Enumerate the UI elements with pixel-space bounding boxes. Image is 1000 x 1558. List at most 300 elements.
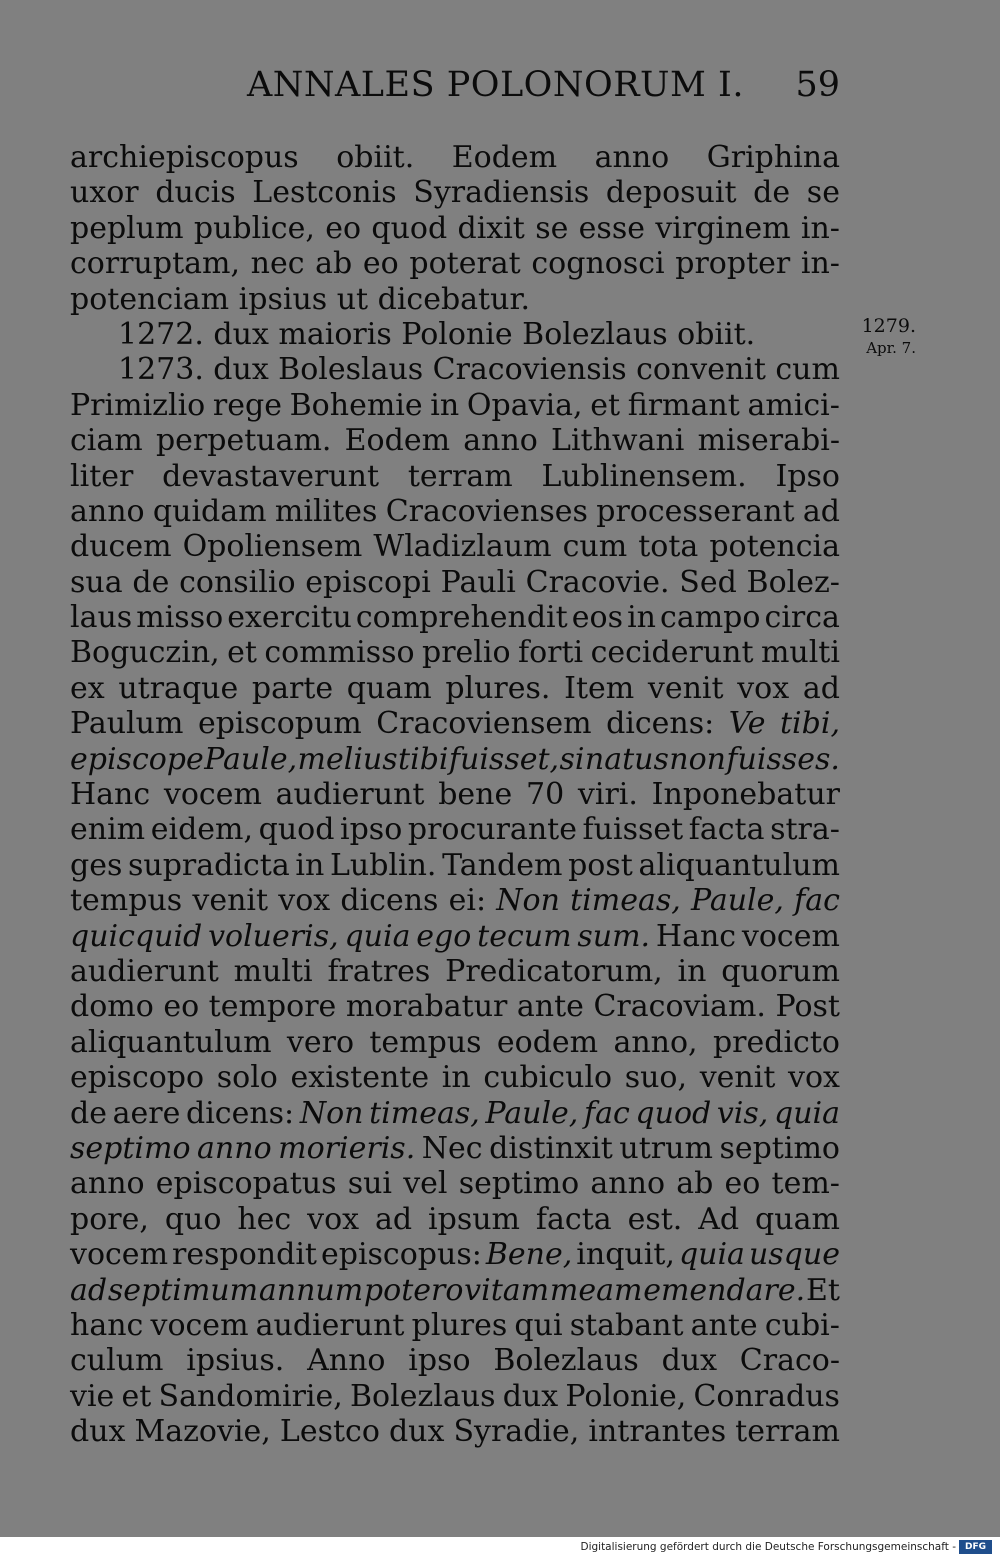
text-line bbox=[70, 423, 840, 458]
word: Sandomirie, bbox=[158, 1378, 343, 1414]
word: nec bbox=[250, 246, 305, 282]
word: multi bbox=[760, 635, 840, 671]
running-title: ANNALES POLONORUM I. bbox=[247, 65, 744, 105]
word: aliquantulum bbox=[70, 1024, 272, 1060]
word: anno bbox=[590, 1166, 666, 1202]
word: quia bbox=[344, 918, 411, 954]
word: miserabi- bbox=[697, 423, 840, 459]
word: convenit bbox=[636, 352, 766, 388]
word: anno bbox=[70, 1166, 145, 1202]
word: solo bbox=[216, 1060, 278, 1096]
word: 70 bbox=[525, 777, 565, 813]
word: fuisset bbox=[582, 812, 684, 848]
word: anno, bbox=[613, 1024, 698, 1060]
word: peplum bbox=[70, 210, 184, 246]
word: vie bbox=[70, 1378, 115, 1414]
word: parte bbox=[251, 670, 334, 706]
word: anno bbox=[594, 140, 670, 175]
text-line bbox=[70, 1202, 840, 1237]
word: hanc bbox=[70, 1307, 144, 1343]
word: vox bbox=[788, 1060, 840, 1096]
word: vitam bbox=[464, 1272, 550, 1308]
word: 1273. bbox=[118, 352, 204, 388]
word: poterat bbox=[409, 246, 521, 282]
word: consilio bbox=[179, 564, 296, 600]
word: Eodem bbox=[451, 140, 558, 175]
word: utraque bbox=[118, 670, 239, 706]
text-line bbox=[70, 211, 840, 246]
word: eo bbox=[325, 210, 362, 246]
word: laus bbox=[70, 600, 133, 636]
word: supradicta bbox=[128, 847, 290, 883]
word: Predicatorum, bbox=[445, 953, 663, 989]
word: milites bbox=[274, 493, 378, 529]
word: ducem bbox=[70, 529, 172, 565]
word: est. bbox=[627, 1201, 683, 1237]
word: Primizlio bbox=[70, 387, 206, 423]
text-line bbox=[70, 175, 840, 210]
word: commisso bbox=[264, 635, 415, 671]
word: suo, bbox=[624, 1060, 688, 1096]
word: tota bbox=[638, 529, 699, 565]
word: in- bbox=[800, 210, 840, 246]
word: Sed bbox=[679, 564, 737, 600]
word: quia bbox=[773, 1095, 840, 1131]
word: ante bbox=[690, 1307, 758, 1343]
word: non bbox=[669, 741, 726, 777]
word: ego bbox=[416, 918, 472, 954]
word: annum bbox=[258, 1272, 364, 1308]
word: Cracoviensis bbox=[432, 352, 627, 388]
word: usque bbox=[748, 1237, 840, 1273]
word: Lestconis bbox=[252, 175, 397, 211]
word: amici- bbox=[747, 387, 840, 423]
word: fuisset, bbox=[448, 741, 560, 777]
word: Opoliensem bbox=[182, 529, 363, 565]
word: se bbox=[806, 175, 840, 211]
word: vox bbox=[278, 883, 331, 919]
word: ipso bbox=[408, 1343, 471, 1379]
dfg-logo: DFG bbox=[959, 1540, 992, 1554]
text-line bbox=[70, 1237, 840, 1272]
word: volueris, bbox=[208, 918, 339, 954]
word: Lublin. bbox=[329, 847, 437, 883]
word: anno bbox=[463, 423, 538, 459]
word: se bbox=[535, 210, 569, 246]
word: Bolezlaus bbox=[350, 1378, 496, 1414]
word: ducis bbox=[155, 175, 236, 211]
word: et bbox=[121, 1378, 152, 1414]
word: Griphina bbox=[706, 140, 840, 175]
word: cubi- bbox=[764, 1307, 840, 1343]
word: Et bbox=[805, 1272, 840, 1308]
word: audierunt bbox=[70, 953, 219, 989]
word: ipso bbox=[340, 812, 403, 848]
word: fuisses. bbox=[726, 741, 840, 777]
word: ceciderunt bbox=[590, 635, 754, 671]
text-line bbox=[70, 459, 840, 494]
word: quia bbox=[678, 1237, 745, 1273]
text-line bbox=[70, 529, 840, 564]
word: Tandem bbox=[442, 847, 563, 883]
word: Nec bbox=[421, 1130, 483, 1166]
word: Paule, bbox=[204, 741, 298, 777]
word: anno bbox=[197, 1130, 272, 1166]
word: cum bbox=[562, 529, 628, 565]
word: vocem bbox=[163, 777, 262, 813]
margin-year: 1279. bbox=[861, 315, 916, 337]
word: eidem, bbox=[150, 812, 254, 848]
word: fac bbox=[794, 883, 840, 919]
text-line: 1272. dux maioris Polonie Bolezlaus obiit. bbox=[118, 316, 756, 352]
page-number: 59 bbox=[795, 65, 840, 105]
text-line bbox=[70, 635, 840, 670]
word: quo bbox=[164, 1201, 222, 1237]
word: facta bbox=[535, 1201, 612, 1237]
word: audierunt bbox=[255, 1307, 405, 1343]
word: potencia bbox=[709, 529, 840, 565]
text-line: potenciam ipsius ut dicebatur. bbox=[70, 281, 531, 317]
text-line bbox=[70, 1096, 840, 1131]
word: Craco- bbox=[739, 1343, 840, 1379]
text-line bbox=[70, 494, 840, 529]
word: Hanc bbox=[655, 918, 737, 954]
word: si bbox=[559, 741, 585, 777]
word: liter bbox=[70, 458, 134, 494]
word: terram bbox=[735, 1414, 840, 1450]
word: quorum bbox=[721, 953, 840, 989]
word: in- bbox=[800, 246, 840, 282]
text-line bbox=[70, 1060, 840, 1095]
word: Mazovie, bbox=[134, 1414, 271, 1450]
word: tecum bbox=[477, 918, 572, 954]
text-line bbox=[70, 246, 840, 281]
text-line bbox=[70, 1166, 840, 1201]
word: timeas, bbox=[369, 1095, 480, 1131]
word: ad bbox=[70, 1272, 108, 1308]
word: obiit. bbox=[336, 140, 415, 175]
word: ad bbox=[375, 1201, 413, 1237]
word: fratres bbox=[327, 953, 431, 989]
word: Inponebatur bbox=[651, 777, 840, 813]
text-line bbox=[70, 1131, 840, 1166]
word: eos bbox=[571, 600, 623, 636]
word: eo bbox=[724, 1166, 761, 1202]
word: sua bbox=[70, 564, 123, 600]
word: Eodem bbox=[344, 423, 451, 459]
word: forti bbox=[517, 635, 584, 671]
word: Paulum bbox=[70, 706, 184, 742]
text-line bbox=[70, 140, 840, 175]
word: dux bbox=[213, 352, 269, 388]
word: vis, bbox=[716, 1095, 769, 1131]
text-line bbox=[70, 1025, 840, 1060]
word: dux bbox=[661, 1343, 718, 1379]
text-line bbox=[70, 1343, 840, 1378]
word: episcopi bbox=[305, 564, 431, 600]
word: septimo bbox=[458, 1166, 580, 1202]
word: Paule, bbox=[690, 883, 784, 919]
word: tibi, bbox=[780, 706, 840, 742]
word: cognosci bbox=[531, 246, 665, 282]
word: in bbox=[677, 953, 707, 989]
text-line bbox=[70, 388, 840, 423]
word: culum bbox=[70, 1343, 164, 1379]
word: ab bbox=[315, 246, 353, 282]
word: predicto bbox=[712, 1024, 840, 1060]
word: dux bbox=[70, 1414, 126, 1450]
word: ciam bbox=[70, 423, 143, 459]
word: propter bbox=[675, 246, 791, 282]
word: Anno bbox=[307, 1343, 386, 1379]
word: ipsius. bbox=[186, 1343, 285, 1379]
word: quam bbox=[346, 670, 432, 706]
word: enim bbox=[70, 812, 146, 848]
word: septimum bbox=[107, 1272, 259, 1308]
word: procurante bbox=[407, 812, 577, 848]
word: plures bbox=[411, 1307, 508, 1343]
word: quod bbox=[371, 210, 448, 246]
word: utrum bbox=[619, 1130, 713, 1166]
word: dixit bbox=[457, 210, 525, 246]
word: Lestco bbox=[279, 1414, 380, 1450]
word: Pauli bbox=[440, 564, 516, 600]
word: eo bbox=[163, 989, 200, 1025]
word: Bohemie bbox=[289, 387, 423, 423]
word: eodem bbox=[496, 1024, 599, 1060]
word: Boleslaus bbox=[278, 352, 424, 388]
word: episcopo bbox=[70, 1060, 205, 1096]
word: vocem bbox=[150, 1307, 249, 1343]
word: quam bbox=[755, 1201, 840, 1237]
text-line bbox=[70, 954, 840, 989]
word: Cracovienses bbox=[385, 493, 588, 529]
word: fac bbox=[583, 1095, 630, 1131]
word: dux bbox=[502, 1378, 559, 1414]
word: dux bbox=[388, 1414, 445, 1450]
word: Wladizlaum bbox=[373, 529, 552, 565]
word: corruptam, bbox=[70, 246, 240, 282]
word: Bene, bbox=[485, 1237, 573, 1273]
word: Polonie, bbox=[565, 1378, 687, 1414]
text-line bbox=[70, 706, 840, 741]
word: qui bbox=[514, 1307, 563, 1343]
word: Ve bbox=[728, 706, 766, 742]
text-line bbox=[70, 352, 840, 387]
word: quicquid bbox=[70, 918, 203, 954]
word: uxor bbox=[70, 175, 139, 211]
text-line bbox=[70, 600, 840, 635]
word: facta bbox=[688, 812, 765, 848]
word: misso bbox=[136, 600, 224, 636]
margin-date-note bbox=[846, 315, 916, 359]
word: existente bbox=[290, 1060, 430, 1096]
word: post bbox=[568, 847, 633, 883]
word: in bbox=[627, 600, 656, 636]
word: sum. bbox=[577, 918, 651, 954]
text-line bbox=[70, 777, 840, 812]
word: rege bbox=[212, 387, 282, 423]
word: Ad bbox=[698, 1201, 740, 1237]
word: esse bbox=[578, 210, 645, 246]
word: pore, bbox=[70, 1201, 149, 1237]
word: intrantes bbox=[588, 1414, 727, 1450]
word: viri. bbox=[577, 777, 638, 813]
word: terram bbox=[407, 458, 513, 494]
word: Bolezlaus bbox=[493, 1343, 639, 1379]
word: episcopatus bbox=[155, 1166, 337, 1202]
word: ei: bbox=[448, 883, 487, 919]
word: Hanc bbox=[70, 777, 151, 813]
word: virginem bbox=[655, 210, 791, 246]
word: campo bbox=[660, 600, 761, 636]
text-line bbox=[70, 848, 840, 883]
word: processerant bbox=[596, 493, 795, 529]
word: episcope bbox=[70, 741, 204, 777]
word: melius bbox=[297, 741, 398, 777]
word: Cracoviensem bbox=[376, 706, 592, 742]
word: Lithwani bbox=[551, 423, 685, 459]
word: Post bbox=[775, 989, 840, 1025]
text-line bbox=[70, 1414, 840, 1449]
word: potero bbox=[363, 1272, 464, 1308]
word: circa bbox=[764, 600, 840, 636]
word: distinxit bbox=[489, 1130, 613, 1166]
footer-credit: Digitalisierung gefördert durch die Deutsche Forschungsgemeinschaft - bbox=[580, 1541, 956, 1553]
text-line bbox=[70, 883, 840, 918]
word: exercitu bbox=[227, 600, 352, 636]
word: vero bbox=[286, 1024, 355, 1060]
word: cum bbox=[775, 352, 840, 388]
word: timeas, bbox=[570, 883, 681, 919]
word: tibi bbox=[398, 741, 449, 777]
word: domo bbox=[70, 989, 154, 1025]
word: Opavia, bbox=[466, 387, 583, 423]
word: archiepiscopus bbox=[70, 140, 299, 175]
word: hec bbox=[237, 1201, 292, 1237]
word: Non bbox=[299, 1095, 364, 1131]
word: septimo bbox=[70, 1130, 191, 1166]
word: venit bbox=[647, 670, 724, 706]
word: morieris. bbox=[278, 1130, 416, 1166]
word: in bbox=[430, 387, 460, 423]
word: Syradiensis bbox=[413, 175, 590, 211]
word: de bbox=[753, 175, 791, 211]
word: sui bbox=[347, 1166, 392, 1202]
text-line bbox=[70, 1273, 840, 1308]
word: Non bbox=[496, 883, 560, 919]
word: Boguczin, bbox=[70, 635, 220, 671]
word: devastaverunt bbox=[162, 458, 380, 494]
word: Cracovie. bbox=[525, 564, 670, 600]
word: et bbox=[227, 635, 257, 671]
word: publice, bbox=[193, 210, 315, 246]
word: quod bbox=[258, 812, 335, 848]
word: Ipso bbox=[775, 458, 840, 494]
word: tempore bbox=[208, 989, 337, 1025]
word: multi bbox=[233, 953, 313, 989]
word: deposuit bbox=[605, 175, 737, 211]
text-line bbox=[70, 989, 840, 1024]
page-body bbox=[70, 140, 840, 1449]
word: vel bbox=[403, 1166, 448, 1202]
word: dicens: bbox=[185, 1095, 295, 1131]
word: vocem bbox=[70, 1237, 169, 1273]
word: plures. bbox=[445, 670, 551, 706]
word: vox bbox=[307, 1201, 360, 1237]
word: Syradie, bbox=[453, 1414, 580, 1450]
word: dicens bbox=[340, 883, 439, 919]
word: quod bbox=[635, 1095, 712, 1131]
word: respondit bbox=[172, 1237, 317, 1273]
word: de bbox=[132, 564, 170, 600]
word: ges bbox=[70, 847, 123, 883]
text-line bbox=[70, 671, 840, 706]
word: firmant bbox=[627, 387, 740, 423]
text-line bbox=[70, 812, 840, 847]
word: natus bbox=[584, 741, 669, 777]
word: quidam bbox=[152, 493, 267, 529]
word: venit bbox=[192, 883, 269, 919]
word: tempus bbox=[70, 883, 183, 919]
word: ipsum bbox=[428, 1201, 520, 1237]
word: emendare. bbox=[643, 1272, 806, 1308]
word: in bbox=[441, 1060, 471, 1096]
word: ante bbox=[516, 989, 584, 1025]
word: ex bbox=[70, 670, 105, 706]
text-line bbox=[70, 919, 840, 954]
word: vocem bbox=[741, 918, 840, 954]
word: prelio bbox=[422, 635, 511, 671]
text-line bbox=[70, 1379, 840, 1414]
word: septimo bbox=[719, 1130, 840, 1166]
word: venit bbox=[699, 1060, 776, 1096]
text-line bbox=[70, 1308, 840, 1343]
word: aere bbox=[112, 1095, 181, 1131]
footer-bar bbox=[0, 1537, 1000, 1558]
word: anno bbox=[70, 493, 145, 529]
word: stra- bbox=[770, 812, 840, 848]
word: Conradus bbox=[693, 1378, 840, 1414]
text-line bbox=[70, 742, 840, 777]
word: tempus bbox=[369, 1024, 482, 1060]
word: comprehendit bbox=[355, 600, 568, 636]
word: ab bbox=[676, 1166, 714, 1202]
word: eo bbox=[362, 246, 399, 282]
word: ad bbox=[802, 493, 840, 529]
word: bene bbox=[438, 777, 513, 813]
word: stabant bbox=[569, 1307, 684, 1343]
margin-day: Apr. 7. bbox=[866, 339, 916, 357]
word: vox bbox=[737, 670, 790, 706]
word: inquit, bbox=[576, 1237, 675, 1273]
text-line bbox=[70, 565, 840, 600]
word: perpetuam. bbox=[155, 423, 332, 459]
word: Paule, bbox=[485, 1095, 579, 1131]
word: audierunt bbox=[275, 777, 425, 813]
word: morabatur bbox=[345, 989, 508, 1025]
word: episcopum bbox=[197, 706, 362, 742]
word: de bbox=[70, 1095, 107, 1131]
word: dicens: bbox=[606, 706, 715, 742]
word: Cracoviam. bbox=[593, 989, 766, 1025]
word: aliquantulum bbox=[638, 847, 840, 883]
word: Item bbox=[564, 670, 635, 706]
word: meam bbox=[549, 1272, 643, 1308]
word: episcopus: bbox=[320, 1237, 482, 1273]
word: Bolez- bbox=[746, 564, 840, 600]
word: tem- bbox=[771, 1166, 840, 1202]
